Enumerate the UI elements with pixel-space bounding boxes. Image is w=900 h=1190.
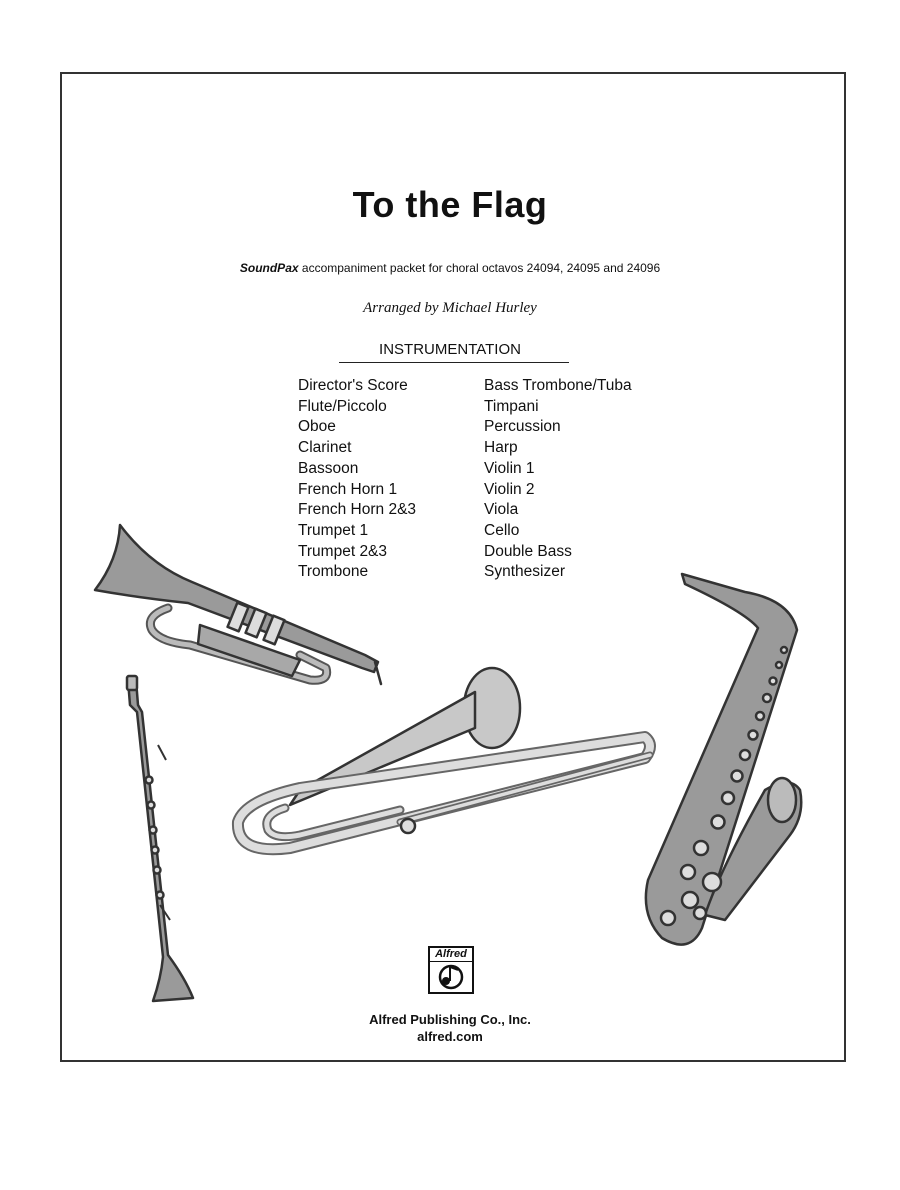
publisher-info (0, 1011, 900, 1045)
instrument-item: Director's Score (298, 377, 408, 394)
subtitle-brand: SoundPax (239, 261, 299, 275)
instrument-item: Cello (484, 521, 520, 539)
music-note-icon (431, 962, 471, 992)
instrument-item: French Horn 2&3 (298, 501, 417, 519)
instrument-item: Trumpet 1 (298, 521, 369, 539)
subtitle-text: accompaniment packet for choral octavos 24094, 24095 and 24096 (301, 261, 661, 275)
instrument-item: Trombone (298, 563, 369, 581)
clarinet-illustration (127, 676, 193, 1001)
instrument-item: Viola (484, 501, 519, 519)
instrument-item: French Horn 1 (298, 480, 398, 498)
instrument-item: Double Bass (484, 542, 572, 560)
trombone-illustration (238, 668, 650, 849)
publisher-url: alfred.com (417, 1029, 483, 1044)
instrument-item: Bass Trombone/Tuba (484, 377, 632, 394)
instrument-item: Clarinet (298, 439, 352, 457)
alfred-logo (428, 946, 474, 994)
instrument-item: Synthesizer (484, 563, 565, 581)
saxophone-illustration (646, 574, 801, 945)
arranger-credit: Arranged by Michael Hurley (363, 300, 537, 316)
instrument-item: Violin 1 (484, 459, 535, 477)
instrument-item: Harp (484, 439, 518, 457)
instrument-item: Bassoon (298, 459, 359, 477)
instrument-item: Timpani (484, 397, 539, 415)
alfred-logo-wordmark: Alfred (430, 948, 472, 962)
page-title: To the Flag (352, 184, 548, 225)
publisher-name: Alfred Publishing Co., Inc. (369, 1012, 531, 1027)
instrument-item: Trumpet 2&3 (298, 542, 388, 560)
instrument-item: Flute/Piccolo (298, 397, 387, 415)
instrument-item: Violin 2 (484, 480, 535, 498)
trumpet-illustration (95, 525, 381, 684)
instrumentation-heading: INSTRUMENTATION (379, 341, 521, 358)
instrument-item: Oboe (298, 418, 336, 436)
instrument-item: Percussion (484, 418, 561, 436)
